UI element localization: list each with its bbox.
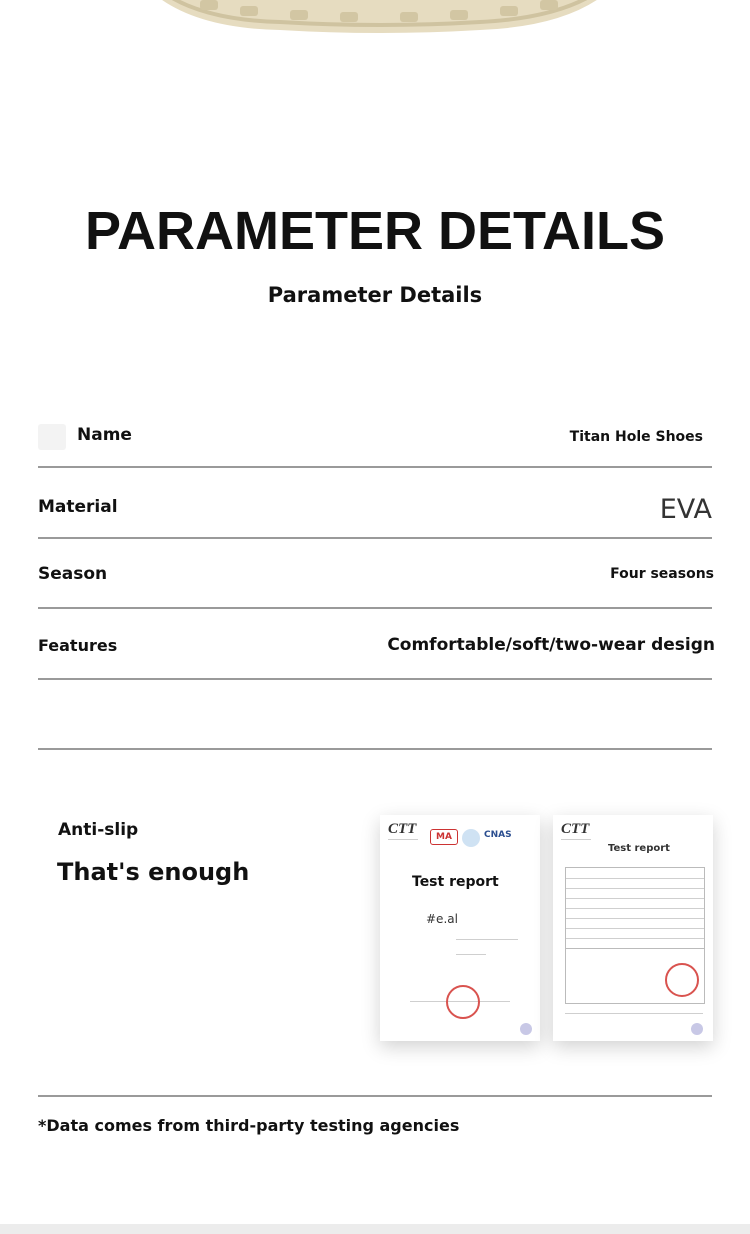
signature-line <box>565 1013 703 1014</box>
anti-slip-tagline: That's enough <box>57 858 250 886</box>
left-report-field: #e.al <box>426 912 458 926</box>
seal-icon <box>520 1023 532 1035</box>
seal-icon <box>691 1023 703 1035</box>
ctt-logo: CTT <box>561 821 590 837</box>
left-report-title: Test report <box>412 874 499 890</box>
page-subtitle: Parameter Details <box>267 283 483 307</box>
section-divider <box>38 748 712 750</box>
param-value-season: Four seasons <box>610 566 714 582</box>
official-stamp-icon <box>665 963 699 997</box>
ilac-badge-icon <box>462 829 480 847</box>
row-divider <box>38 466 712 468</box>
logo-underline <box>561 839 591 840</box>
param-label-name: Name <box>77 425 132 445</box>
row-divider <box>38 678 712 680</box>
form-line <box>456 954 486 955</box>
param-value-material: EVA <box>659 494 712 525</box>
test-report-certificate-right <box>553 815 713 1041</box>
logo-underline <box>388 839 418 840</box>
page-title: PARAMETER DETAILS <box>85 201 665 261</box>
param-label-material: Material <box>38 497 118 517</box>
ma-badge: MA <box>430 829 458 845</box>
param-value-name: Titan Hole Shoes <box>569 429 703 445</box>
footer-bar <box>0 1224 750 1234</box>
test-report-certificate-left <box>380 815 540 1041</box>
row-divider <box>38 537 712 539</box>
data-source-note: *Data comes from third-party testing agencies <box>38 1116 460 1135</box>
right-report-title: Test report <box>608 843 670 854</box>
row-divider <box>38 607 712 609</box>
cnas-badge: CNAS <box>484 830 512 840</box>
param-label-season: Season <box>38 564 108 584</box>
param-value-features: Comfortable/soft/two-wear design <box>387 635 715 655</box>
ctt-logo: CTT <box>388 821 417 837</box>
name-label-chip <box>38 424 66 450</box>
shoe-sole-image <box>140 0 620 40</box>
param-label-features: Features <box>38 636 118 655</box>
form-line <box>456 939 518 940</box>
section-divider <box>38 1095 712 1097</box>
official-stamp-icon <box>446 985 480 1019</box>
report-table <box>565 867 705 949</box>
anti-slip-label: Anti-slip <box>58 820 139 840</box>
